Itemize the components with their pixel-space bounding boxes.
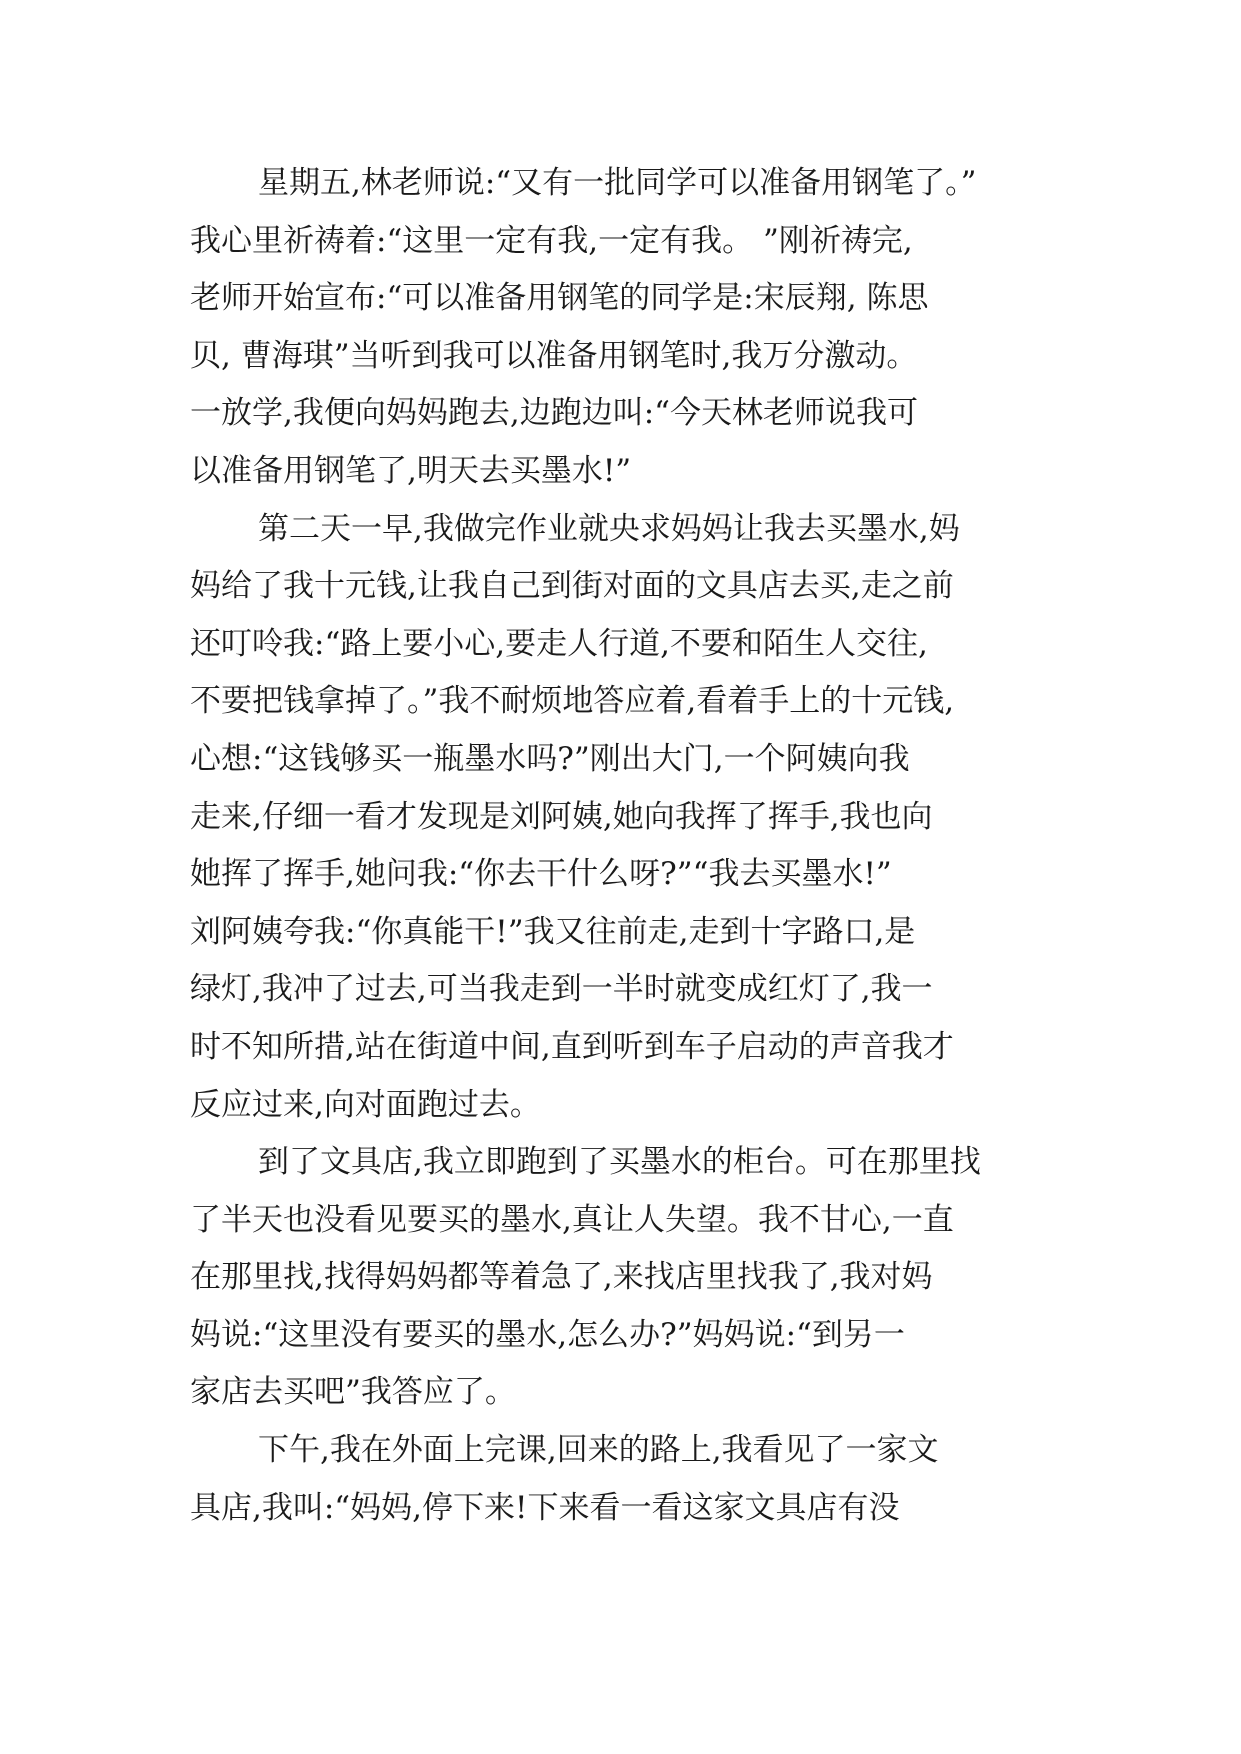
text-line: 具店,我叫:“妈妈,停下来!下来看一看这家文具店有没	[190, 1489, 900, 1526]
text-line: 老师开始宣布:“可以准备用钢笔的同学是:宋辰翔, 陈思	[190, 280, 929, 317]
text-line: 到了文具店,我立即跑到了买墨水的柜台。可在那里找	[258, 1144, 981, 1181]
text-line: 第二天一早,我做完作业就央求妈妈让我去买墨水,妈	[258, 510, 960, 547]
essay-body	[190, 155, 1060, 1537]
text-line: 走来,仔细一看才发现是刘阿姨,她向我挥了挥手,我也向	[190, 798, 933, 835]
text-line: 一放学,我便向妈妈跑去,边跑边叫:“今天林老师说我可	[190, 395, 918, 432]
text-line: 妈给了我十元钱,让我自己到街对面的文具店去买,走之前	[190, 568, 954, 605]
text-line: 下午,我在外面上完课,回来的路上,我看见了一家文	[258, 1432, 939, 1469]
text-line: 星期五,林老师说:“又有一批同学可以准备用钢笔了。”	[258, 165, 977, 201]
paragraph	[190, 501, 1060, 1135]
text-line: 心想:“这钱够买一瓶墨水吗?”刚出大门,一个阿姨向我	[190, 740, 910, 777]
text-line: 贝, 曹海琪”当听到我可以准备用钢笔时,我万分激动。	[190, 337, 918, 374]
text-line: 绿灯,我冲了过去,可当我走到一半时就变成红灯了,我一	[190, 971, 933, 1008]
text-line: 妈说:“这里没有要买的墨水,怎么办?”妈妈说:“到另一	[190, 1316, 905, 1353]
text-line: 她挥了挥手,她问我:“你去干什么呀?”“我去买墨水!”	[190, 856, 892, 893]
text-line: 我心里祈祷着:“这里一定有我,一定有我。 ”刚祈祷完,	[190, 222, 913, 259]
paragraph	[190, 1134, 1060, 1422]
text-line: 在那里找,找得妈妈都等着急了,来找店里找我了,我对妈	[190, 1259, 933, 1296]
text-line: 不要把钱拿掉了。”我不耐烦地答应着,看着手上的十元钱,	[190, 683, 955, 720]
text-line: 了半天也没看见要买的墨水,真让人失望。我不甘心,一直	[190, 1201, 954, 1238]
paragraph	[190, 155, 1060, 501]
text-line: 家店去买吧”我答应了。	[190, 1374, 516, 1411]
text-line: 刘阿姨夸我:“你真能干!”我又往前走,走到十字路口,是	[190, 913, 916, 950]
paragraph	[190, 1422, 1060, 1537]
text-line: 以准备用钢笔了,明天去买墨水!”	[190, 452, 632, 489]
text-line: 时不知所措,站在街道中间,直到听到车子启动的声音我才	[190, 1028, 954, 1065]
text-line: 还叮呤我:“路上要小心,要走人行道,不要和陌生人交往,	[190, 625, 928, 662]
text-line: 反应过来,向对面跑过去。	[190, 1086, 541, 1123]
